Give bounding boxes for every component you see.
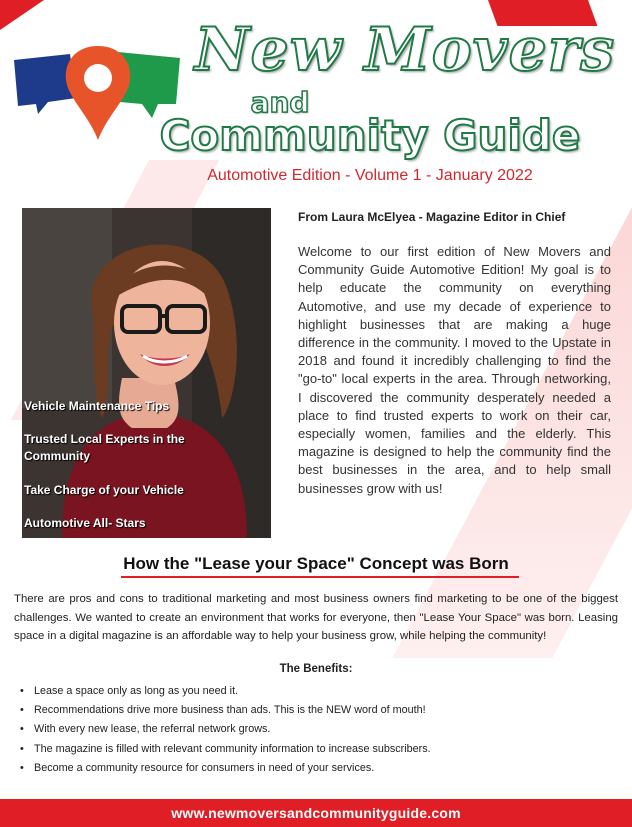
editor-byline: From Laura McElyea - Magazine Editor in Chief	[298, 210, 566, 224]
concept-heading: How the "Lease your Space" Concept was Born	[123, 554, 509, 573]
list-item: • Recommendations drive more business than ads. This is the NEW word of mouth!	[20, 701, 431, 720]
photo-caption: Trusted Local Experts in the Community	[24, 432, 185, 463]
editor-photo	[22, 208, 271, 538]
concept-paragraph: There are pros and cons to traditional marketing and most business owners find marketing to be one of the biggest challenges. We wanted to create an environment that works for everyone, then "Lease Your Space" was born. Leasing space in a digital magazine is an affordable way to help your business grow, while helping the community!	[14, 593, 618, 642]
magazine-title-line2: and	[250, 86, 310, 119]
benefits-list	[20, 682, 431, 778]
benefits-heading: The Benefits:	[279, 663, 353, 675]
magazine-title-line1: New Movers	[194, 15, 616, 85]
editor-letter: Welcome to our first edition of New Movers and Community Guide Automotive Edition! My goal is to help educate the community on everything Automotive, and use my decade of experience to highlight businesses that are making a huge difference in the community. I moved to the Upstate in 2018 and found it incredibly challenging to find the "go-to" local experts in the area. Through networking, I discovered the community desperately needed a place to find trusted experts to work on their car, especially women, families and the elderly. This magazine is designed to help the community find the best businesses in the area, and to help small businesses grow with us!	[298, 244, 611, 496]
edition-subtitle: Automotive Edition - Volume 1 - January 2022	[207, 167, 533, 184]
photo-caption: Automotive All- Stars	[24, 516, 146, 530]
list-item: • Become a community resource for consumers in need of your services.	[20, 759, 431, 778]
footer-bar	[0, 799, 632, 827]
heading-underline	[121, 576, 519, 578]
list-item: • With every new lease, the referral network grows.	[20, 720, 431, 739]
list-item: • The magazine is filled with relevant community information to increase subscribers.	[20, 740, 431, 759]
corner-decoration-left	[0, 0, 44, 30]
list-item: • Lease a space only as long as you need it.	[20, 682, 431, 701]
website-link[interactable]: www.newmoversandcommunityguide.com	[171, 805, 461, 821]
photo-caption: Vehicle Maintenance Tips	[24, 399, 170, 413]
photo-caption: Take Charge of your Vehicle	[24, 483, 184, 497]
magazine-title-line3: Community Guide	[159, 111, 581, 160]
